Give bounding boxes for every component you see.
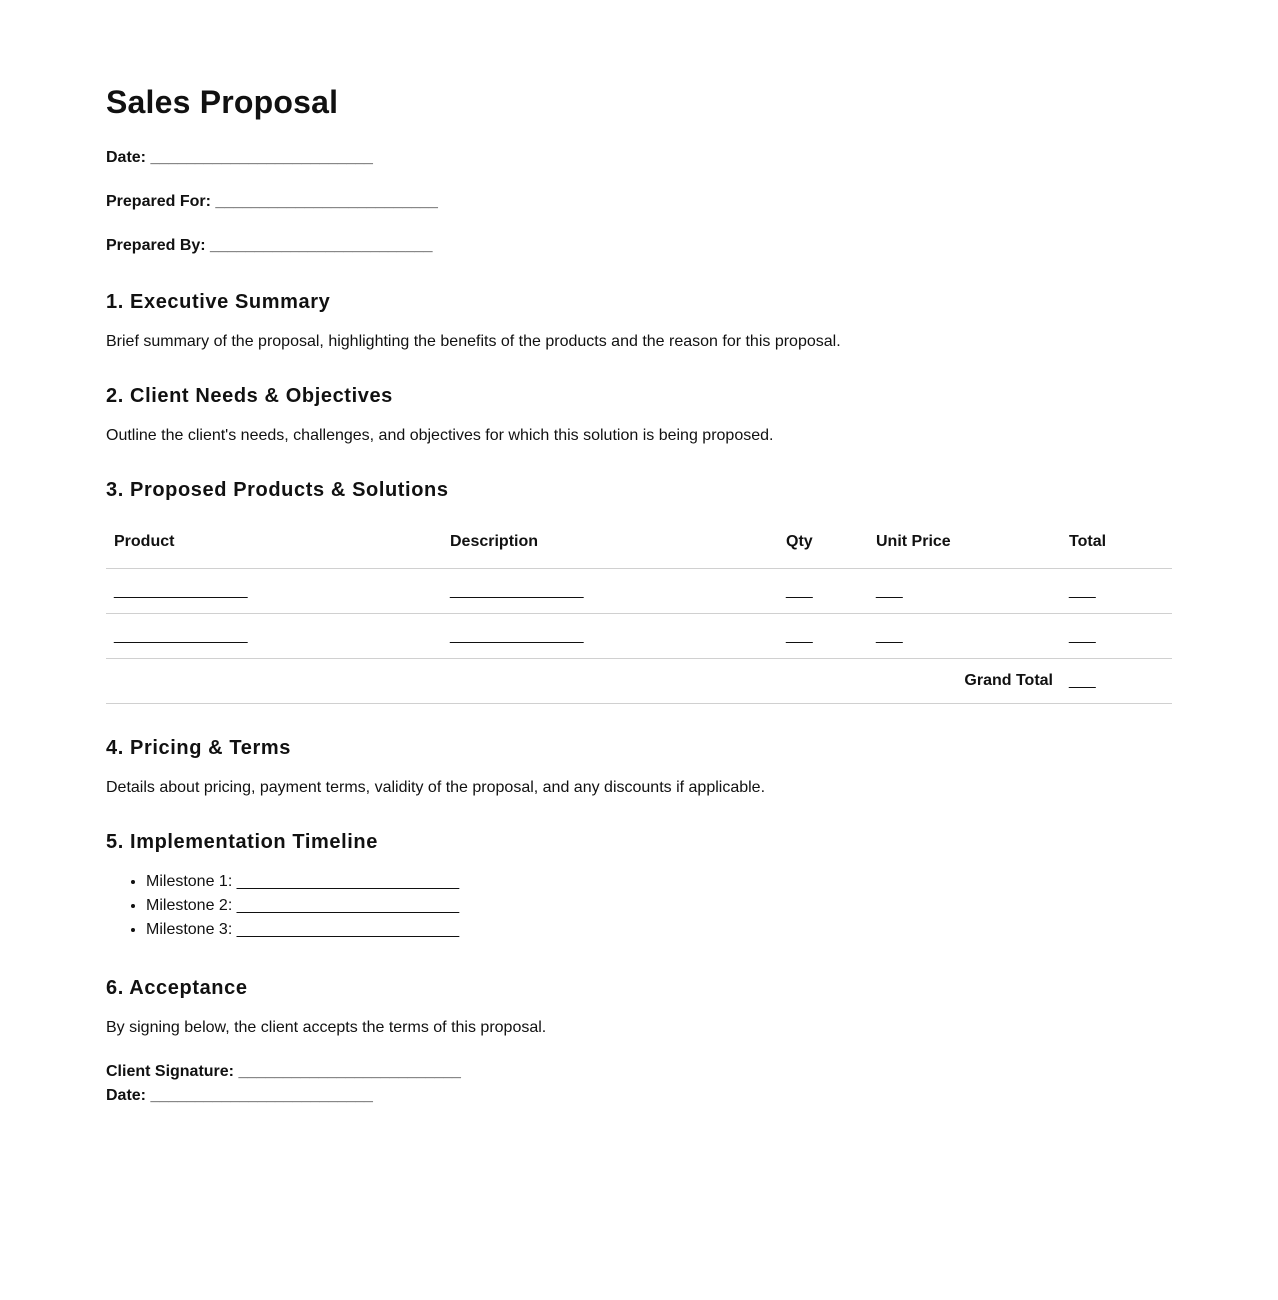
column-header-product: Product bbox=[106, 516, 442, 569]
total-cell[interactable]: ___ bbox=[1061, 569, 1172, 614]
unit-price-cell[interactable]: ___ bbox=[868, 614, 1061, 659]
prepared-for-blank[interactable]: _________________________ bbox=[215, 193, 438, 210]
client-signature-field bbox=[106, 1062, 1172, 1082]
products-heading: 3. Proposed Products & Solutions bbox=[106, 479, 449, 501]
acceptance-date-field bbox=[106, 1086, 1172, 1106]
list-item[interactable]: • Milestone 1: _________________________ bbox=[146, 870, 1172, 894]
prepared-for-field bbox=[106, 192, 1172, 212]
list-item[interactable]: • Milestone 2: _________________________ bbox=[146, 894, 1172, 918]
pricing-heading: 4. Pricing & Terms bbox=[106, 737, 291, 759]
executive-summary-heading: 1. Executive Summary bbox=[106, 291, 331, 313]
column-header-qty: Qty bbox=[778, 516, 868, 569]
date-field bbox=[106, 148, 1172, 168]
executive-summary-section bbox=[106, 290, 1172, 352]
prepared-by-blank[interactable]: _________________________ bbox=[210, 237, 433, 254]
product-cell[interactable]: _______________ bbox=[106, 614, 442, 659]
signature-block bbox=[106, 1062, 1172, 1106]
pricing-text: Details about pricing, payment terms, validity of the proposal, and any discounts if applicable. bbox=[106, 779, 766, 796]
table-row bbox=[106, 614, 1172, 659]
client-needs-section bbox=[106, 384, 1172, 446]
list-item[interactable]: • Milestone 3: _________________________ bbox=[146, 918, 1172, 942]
document-page bbox=[106, 0, 1172, 1106]
client-signature-label: Client Signature: bbox=[106, 1063, 235, 1080]
column-header-total: Total bbox=[1061, 516, 1172, 569]
qty-cell[interactable]: ___ bbox=[778, 569, 868, 614]
products-table bbox=[106, 516, 1172, 704]
date-label: Date: bbox=[106, 149, 147, 166]
products-section bbox=[106, 478, 1172, 704]
acceptance-heading: 6. Acceptance bbox=[106, 977, 248, 999]
table-row bbox=[106, 569, 1172, 614]
prepared-by-label: Prepared By: bbox=[106, 237, 206, 254]
prepared-by-field bbox=[106, 236, 1172, 256]
table-header-row bbox=[106, 516, 1172, 569]
total-cell[interactable]: ___ bbox=[1061, 614, 1172, 659]
grand-total-row bbox=[106, 659, 1172, 704]
acceptance-section bbox=[106, 976, 1172, 1106]
column-header-unit-price: Unit Price bbox=[868, 516, 1061, 569]
date-blank[interactable]: _________________________ bbox=[150, 149, 373, 166]
description-cell[interactable]: _______________ bbox=[442, 569, 778, 614]
acceptance-date-blank[interactable]: _________________________ bbox=[150, 1087, 373, 1104]
timeline-section bbox=[106, 830, 1172, 942]
qty-cell[interactable]: ___ bbox=[778, 614, 868, 659]
grand-total-value[interactable]: ___ bbox=[1061, 659, 1172, 704]
product-cell[interactable]: _______________ bbox=[106, 569, 442, 614]
description-cell[interactable]: _______________ bbox=[442, 614, 778, 659]
unit-price-cell[interactable]: ___ bbox=[868, 569, 1061, 614]
client-needs-text: Outline the client's needs, challenges, and objectives for which this solution is being proposed. bbox=[106, 427, 774, 444]
acceptance-date-label: Date: bbox=[106, 1087, 147, 1104]
grand-total-label: Grand Total bbox=[106, 659, 1061, 704]
milestone-list bbox=[106, 870, 1172, 942]
executive-summary-text: Brief summary of the proposal, highlighting the benefits of the products and the reason for this proposal. bbox=[106, 333, 841, 350]
page-title: Sales Proposal bbox=[106, 84, 339, 120]
timeline-heading: 5. Implementation Timeline bbox=[106, 831, 378, 853]
pricing-section bbox=[106, 736, 1172, 798]
column-header-description: Description bbox=[442, 516, 778, 569]
client-signature-blank[interactable]: _________________________ bbox=[238, 1063, 461, 1080]
acceptance-text: By signing below, the client accepts the terms of this proposal. bbox=[106, 1019, 547, 1036]
prepared-for-label: Prepared For: bbox=[106, 193, 211, 210]
client-needs-heading: 2. Client Needs & Objectives bbox=[106, 385, 393, 407]
